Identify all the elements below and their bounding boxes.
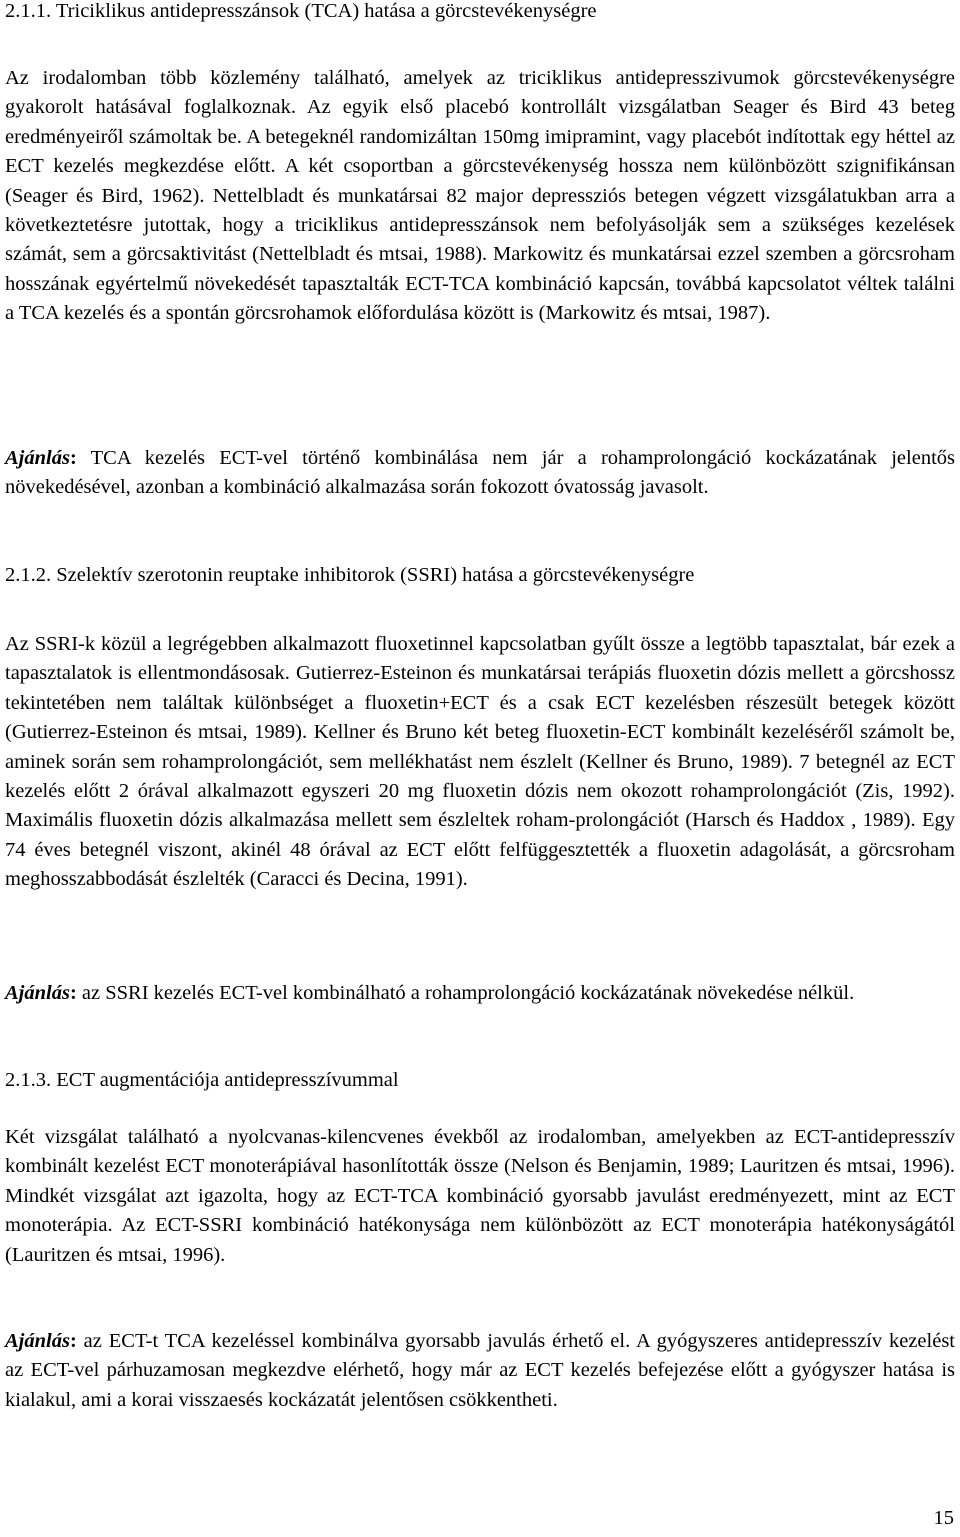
recommendation-text: TCA kezelés ECT-vel történő kombinálása nem jár a rohamprolongáció kockázatának jelentős növekedésével, azonban a kombináció alkalmazása során fokozott óvatosság javasolt. bbox=[5, 447, 955, 499]
paragraph-tca: Az irodalomban több közlemény található, amelyek az triciklikus antidepresszivumok görcstevékenységre gyakorolt hatásával foglalkoznak. Az egyik első placebó kontrollált vizsgálatban Seager és Bird 43 beteg eredményeiről számoltak be. A betegeknél randomizáltan 150mg imipramint, vagy placebót indítottak egy héttel az ECT kezelés megkezdése előtt. A két csoportban a görcstevékenység hossza nem különbözött szignifikánsan (Seager és Bird, 1962). Nettelbladt és munkatársai 82 major depressziós betegen végzett vizsgálatukban arra a következtetésre jutottak, hogy a triciklikus antidepresszánsok nem befolyásolják sem a szükséges kezelések számát, sem a görcsaktivitást (Nettelbladt és mtsai, 1988). Markowitz és munkatársai ezzel szemben a görcsroham hosszának egyértelmű növekedését tapasztalták ECT-TCA kombináció kapcsán, továbbá kapcsolatot véltek találni a TCA kezelés és a spontán görcsrohamok előfordulása között is (Markowitz és mtsai, 1987). bbox=[5, 67, 955, 325]
recommendation-colon: : bbox=[69, 1330, 77, 1352]
recommendation-label: Ajánlás bbox=[5, 1330, 70, 1352]
paragraph-ssri: Az SSRI-k közül a legrégebben alkalmazott fluoxetinnel kapcsolatban gyűlt össze a legtöbb tapasztalat, bár ezek a tapasztalatok is ellentmondásosak. Gutierrez-Esteinon és munkatársai terápiás fluoxetin dózis mellett a görcshossz tekintetében nem találtak különbséget a fluoxetin+ECT és a csak ECT kezelésben részesült betegek között (Gutierrez-Esteinon és mtsai, 1989). Kellner és Bruno két beteg fluoxetin-ECT kombinált kezeléséről számolt be, aminek során sem rohamprolongációt, sem mellékhatást nem észlelt (Kellner és Bruno, 1989). 7 betegnél az ECT kezelés előtt 2 órával alkalmazott egyszeri 20 mg fluoxetin dózis nem okozott rohamprolongációt (Zis, 1992). Maximális fluoxetin dózis alkalmazása mellett sem észleltek roham-prolongációt (Harsch és Haddox , 1989). Egy 74 éves betegnél viszont, akinél 48 órával az ECT előtt felfüggesztették a fluoxetin adagolását, a görcsroham meghosszabbodását észlelték (Caracci és Decina, 1991). bbox=[5, 633, 955, 891]
recommendation-label: Ajánlás bbox=[5, 447, 70, 469]
recommendation-augmentation bbox=[5, 1327, 955, 1415]
section-heading-tca: 2.1.1. Triciklikus antidepresszánsok (TCA) hatása a görcstevékenységre bbox=[5, 0, 597, 22]
recommendation-text: az SSRI kezelés ECT-vel kombinálható a rohamprolongáció kockázatának növekedése nélkül. bbox=[76, 982, 855, 1004]
section-heading-ssri: 2.1.2. Szelektív szerotonin reuptake inhibitorok (SSRI) hatása a görcstevékenységre bbox=[5, 564, 695, 586]
page-number: 15 bbox=[933, 1507, 954, 1529]
recommendation-text: az ECT-t TCA kezeléssel kombinálva gyorsabb javulás érhető el. A gyógyszeres antidepresszív kezelést az ECT-vel párhuzamosan megkezdve elérhető, hogy már az ECT kezelés befejezése előtt a gyógyszer hatása is kialakul, ami a korai visszaesés kockázatát jelentősen csökkentheti. bbox=[5, 1330, 955, 1411]
recommendation-colon: : bbox=[69, 982, 77, 1004]
recommendation-label: Ajánlás bbox=[5, 982, 70, 1004]
recommendation-ssri bbox=[5, 979, 955, 1008]
section-heading-augmentation: 2.1.3. ECT augmentációja antidepresszívummal bbox=[5, 1069, 399, 1091]
paragraph-augmentation: Két vizsgálat található a nyolcvanas-kilencvenes évekből az irodalomban, amelyekben az ECT-antidepresszív kombinált kezelést ECT monoterápiával hasonlították össze (Nelson és Benjamin, 1989; Lauritzen és mtsai, 1996). Mindkét vizsgálat azt igazolta, hogy az ECT-TCA kombináció gyorsabb javulást eredményezett, mint az ECT monoterápia. Az ECT-SSRI kombináció hatékonysága nem különbözött az ECT monoterápia hatékonyságától (Lauritzen és mtsai, 1996). bbox=[5, 1126, 955, 1266]
recommendation-colon: : bbox=[69, 447, 77, 469]
recommendation-tca bbox=[5, 444, 955, 503]
